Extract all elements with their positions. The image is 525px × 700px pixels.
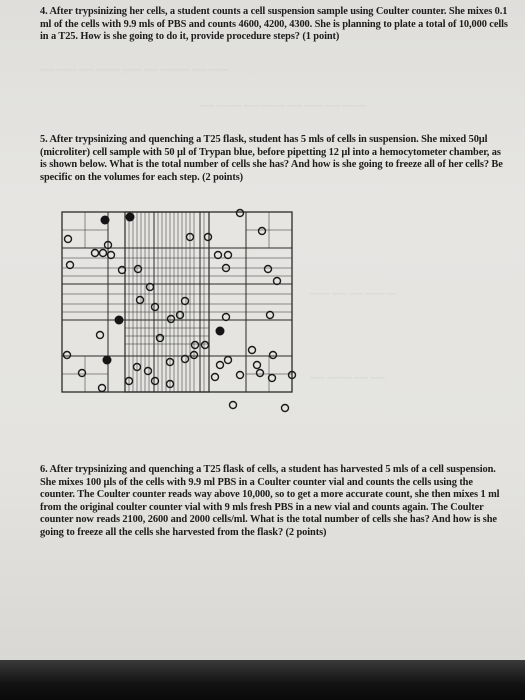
- desk-surface: [0, 660, 525, 700]
- question-6-text: 6. After trypsinizing and quenching a T25 flask of cells, a student has harvested 5 mls of a cell suspension. She mixes 100 µls of the cells with 9.9 ml PBS in a Coulter counter vial and counts the cells using the counter. The Coulter counter reads way above 10,000, so to get a more accurate count, she then mixes 1 ml from the original coulter counter vial with 9 mls fresh PBS in a new vial and counts again. The Coulter counter now reads 2100, 2600 and 2000 cells/ml. What is the total number of cells she has? And how is she going to freeze all the cells she harvested from the flask? (2 points): [40, 464, 500, 538]
- question-4-text: 4. After trypsinizing her cells, a student counts a cell suspension sample using Coulter counter. She mixes 0.1 ml of the cells with 9.9 mls of PBS and counts 4600, 4200, 4300. She is planning to plate a total of 10,000 cells in a T25. How is she going to do it, provide procedure steps? (1 point): [40, 6, 508, 43]
- bleed-through-marks: ~~~ ~~~~~ ~~~ ~~~~~ ~~~ ~~~~ ~~~ ~~~~~: [200, 101, 367, 111]
- hemocytometer-grid: [40, 195, 310, 430]
- bleed-through-marks: ~~~~ ~~~ ~~~ ~~~~ ~~: [310, 289, 397, 299]
- bleed-through-marks: ~~~ ~~~~ ~~~ ~~~~~ ~~~~ ~~~ ~~~~~~ ~~~ ~~~~: [40, 65, 229, 75]
- bleed-through-marks: ~~~ ~~~~~ ~~~ ~~~: [310, 373, 385, 383]
- hemocytometer-diagram: [40, 195, 310, 430]
- question-5-text: 5. After trypsinizing and quenching a T25 flask, student has 5 mls of cells in suspension. She mixed 50µl (microliter) cell sample with 50 µl of Trypan blue, before pipetting 12 µl into a hemocytometer chamber, as is shown below. What is the total number of cells she has? And how is she going to freeze all of her cells? Be specific on the volumes for each step. (2 points): [40, 134, 503, 183]
